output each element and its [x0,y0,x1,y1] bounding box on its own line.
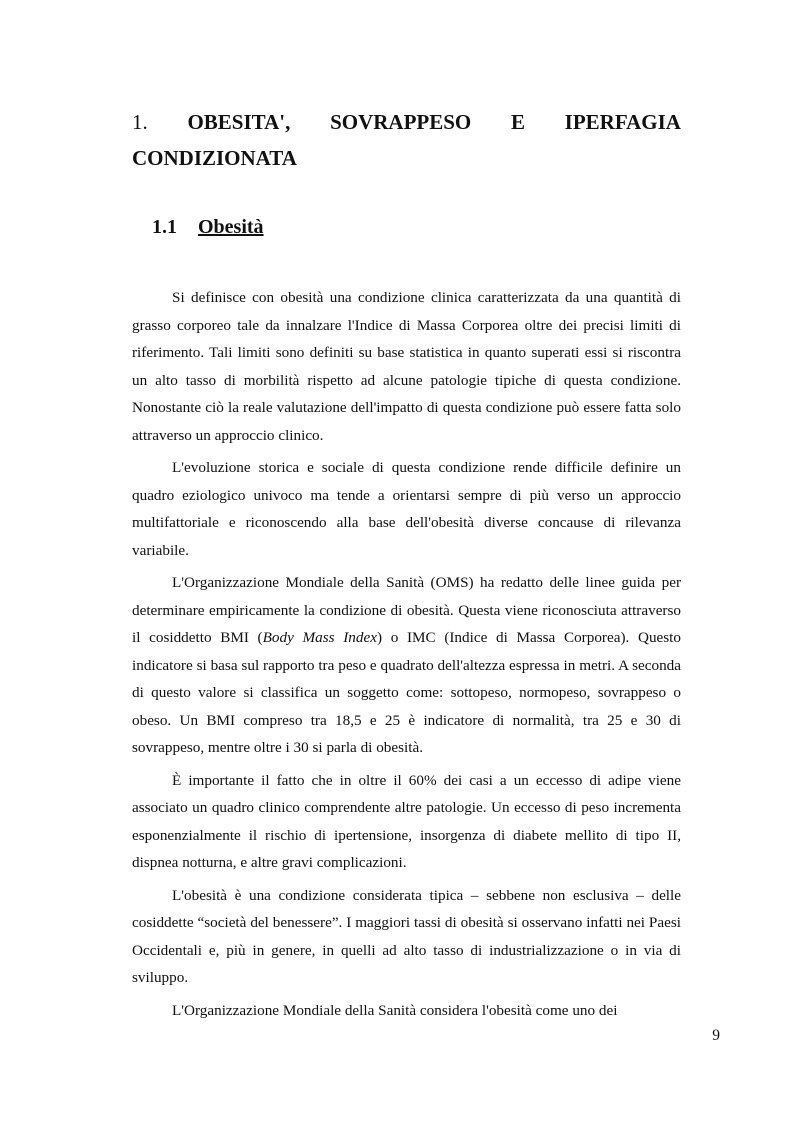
chapter-heading-line2: CONDIZIONATA [132,146,297,170]
paragraph: Si definisce con obesità una condizione clinica caratterizzata da una quantità di grasso corporeo tale da innalzare l'Indice di Massa Corporea oltre dei precisi limiti di riferimento. Tali limiti sono definiti su base statistica in quanto superati essi si riscontra un alto tasso di morbilità rispetto ad alcune patologie tipiche di questa condizione. Nonostante ciò la reale valutazione dell'impatto di questa condizione può essere fatta solo attraverso un approccio clinico. [132,289,681,444]
paragraph-text: ) o IMC (Indice di Massa Corporea). Questo indicatore si basa sul rapporto tra peso e quadrato dell'altezza espressa in metri. A seconda di questo valore si classifica un soggetto come: sottopeso, normopeso, sovrappeso o obeso. Un BMI compreso tra 18,5 e 25 è indicatore di normalità, tra 25 e 30 di sovrappeso, mentre oltre i 30 si parla di obesità. [132,629,682,756]
chapter-heading-line1 [132,104,681,140]
chapter-word: OBESITA', [187,110,291,134]
section-number: 1.1 [152,216,177,238]
section-title: Obesità [198,216,264,238]
paragraph: È importante il fatto che in oltre il 60% dei casi a un eccesso di adipe viene associato un quadro clinico comprendente altre patologie. Un eccesso di peso incrementa esponenzialmente il rischio di ipertensione, insorgenza di diabete mellito di tipo II, dispnea notturna, e altre gravi complicazioni. [132,771,681,871]
chapter-word: SOVRAPPESO [330,110,472,134]
paragraph-italic-term: Body Mass Index [262,629,377,646]
chapter-heading [132,104,681,176]
paragraph [132,569,681,762]
chapter-word: IPERFAGIA [564,110,681,134]
page-number: 9 [712,1027,720,1044]
paragraph: L'evoluzione storica e sociale di questa condizione rende difficile definire un quadro eziologico univoco ma tende a orientarsi sempre di più verso un approccio multifattoriale e riconoscendo alla base dell'obesità diverse concause di rilevanza variabile. [132,459,681,559]
chapter-number: 1. [132,110,148,134]
chapter-word: E [510,110,525,134]
paragraph-text: L'Organizzazione Mondiale della Sanità (OMS) ha redatto delle linee guida per determinare empiricamente la condizione di obesità. Questa viene riconosciuta attraverso il cosiddetto BMI ( [132,574,681,646]
section-heading [152,214,264,240]
paragraph: L'Organizzazione Mondiale della Sanità considera l'obesità come uno dei [172,1001,618,1019]
paragraph: L'obesità è una condizione considerata tipica – sebbene non esclusiva – delle cosiddette “società del benessere”. I maggiori tassi di obesità si osservano infatti nei Paesi Occidentali e, più in genere, in quelli ad alto tasso di industrializzazione o in via di sviluppo. [132,886,681,986]
body-text [132,284,681,1029]
